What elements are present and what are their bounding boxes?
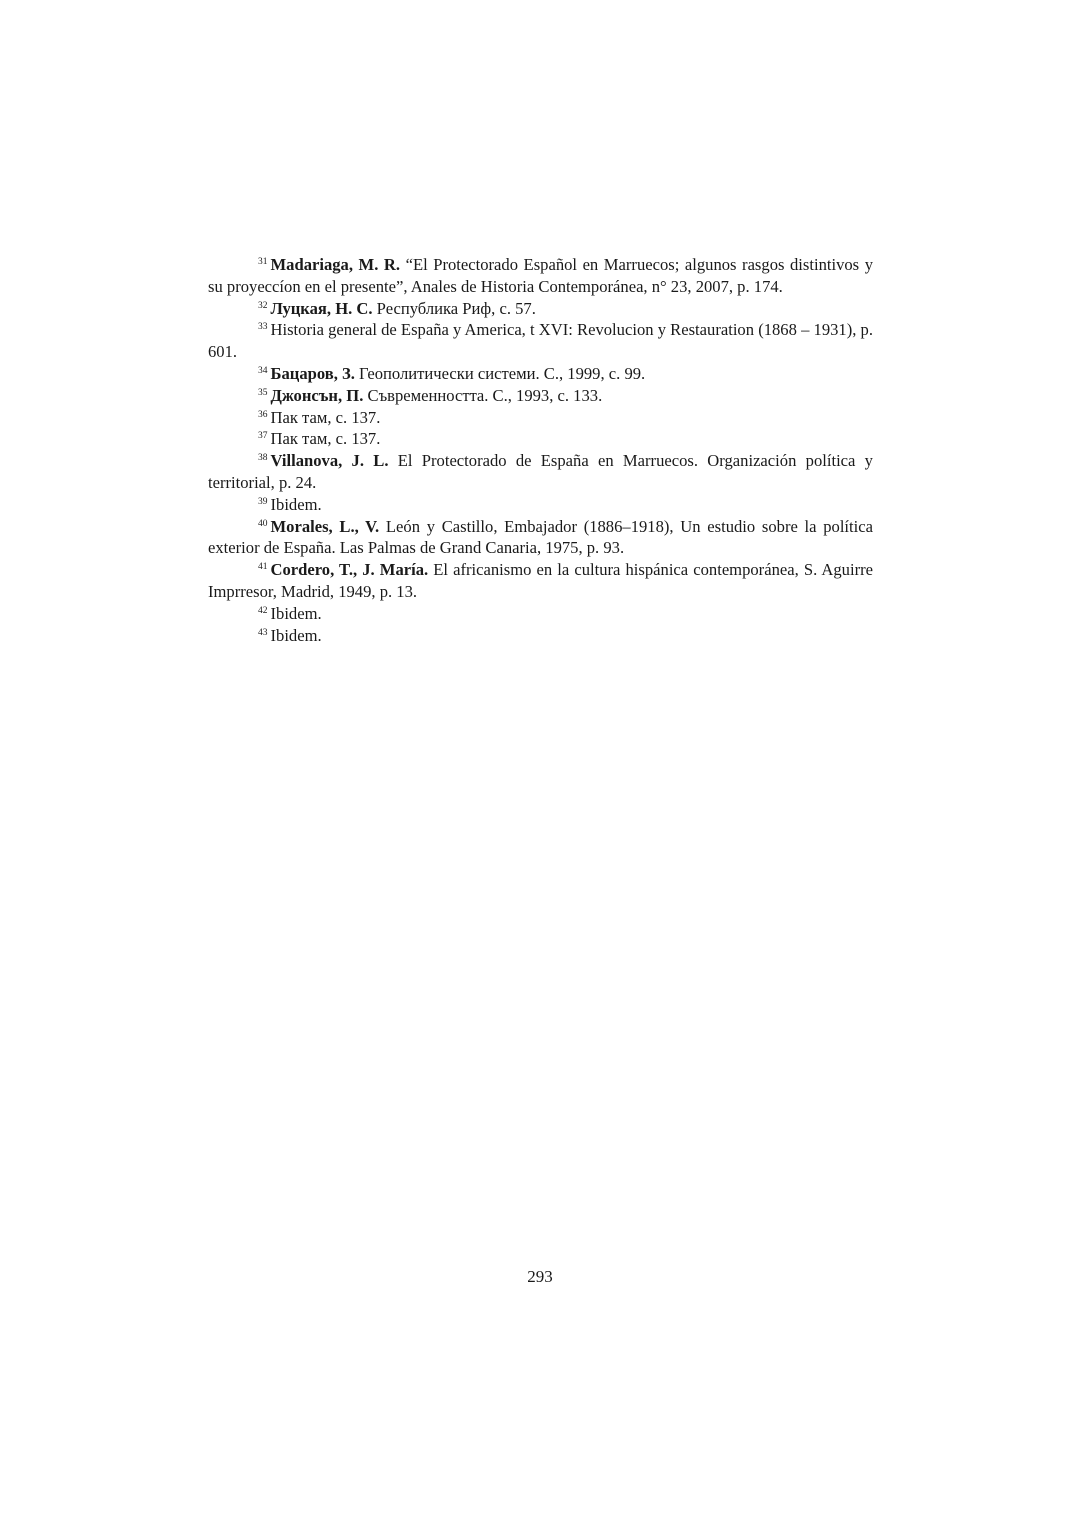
footnote-text: Пак там, с. 137. <box>270 429 381 449</box>
footnote-number: 39 <box>258 496 268 507</box>
footnote-number: 34 <box>258 365 268 376</box>
footnote-number: 31 <box>258 257 268 267</box>
footnote-number: 36 <box>258 409 268 420</box>
footnote-text: Ibidem. <box>270 603 322 623</box>
footnote-37 <box>208 428 873 450</box>
footnote-author: Бацаров, З. <box>270 363 355 383</box>
footnote-number: 33 <box>258 322 268 333</box>
footnote-number: 41 <box>258 562 268 573</box>
footnote-41 <box>208 559 873 603</box>
footnote-42 <box>208 603 873 625</box>
footnote-39 <box>208 494 873 516</box>
footnote-text: Ibidem. <box>270 625 322 645</box>
footnote-40 <box>208 516 873 560</box>
footnote-author: Morales, L., V. <box>270 516 380 536</box>
footnote-number: 43 <box>258 627 268 638</box>
footnote-33 <box>208 319 873 363</box>
footnote-text: Съвременносттa. С., 1993, с. 133. <box>363 385 603 405</box>
footnote-text: Геополитически системи. С., 1999, с. 99. <box>354 363 646 383</box>
footnote-text: El africanismo en la cultura hispánica contemporánea, S. Aguirre Imprresor, Madrid, 1949, p. 13. <box>208 560 873 601</box>
footnote-number: 42 <box>258 605 268 616</box>
footnote-32 <box>208 298 873 320</box>
footnote-36 <box>208 407 873 429</box>
footnote-text: León y Castillo, Embajador (1886–1918), Un estudio sobre la política exterior de España. Las Palmas de Grand Canaria, 1975, p. 93. <box>208 516 873 558</box>
footnote-author: Villanova, J. L. <box>270 451 389 471</box>
footnote-number: 40 <box>258 518 268 529</box>
footnote-text: Республика Риф, с. 57. <box>372 298 536 318</box>
footnote-35 <box>208 385 873 407</box>
footnote-number: 35 <box>258 387 268 398</box>
footnote-author: Madariaga, M. R. <box>270 255 401 274</box>
footnote-31 <box>208 254 873 298</box>
footnote-text: Ibidem. <box>270 494 322 514</box>
footnote-author: Луцкая, Н. С. <box>270 298 373 318</box>
footnote-38 <box>208 450 873 494</box>
footnote-number: 38 <box>258 453 268 464</box>
footnotes-block <box>208 254 873 646</box>
footnote-number: 37 <box>258 431 268 442</box>
footnote-number: 32 <box>258 300 268 311</box>
footnote-text: Historia general de España y America, t XVI: Revolucion y Restauration (1868 – 1931), p. 601. <box>208 320 873 362</box>
page-number: 293 <box>527 1267 553 1286</box>
footnote-author: Джонсън, П. <box>270 385 364 405</box>
footnote-author: Cordero, T., J. María. <box>270 560 429 580</box>
footnote-43 <box>208 625 873 647</box>
footnote-34 <box>208 363 873 385</box>
footnote-text: Пак там, с. 137. <box>270 407 381 427</box>
footnote-text: “El Protectorado Español en Marruecos; algunos rasgos distintivos y su proyeccíon en el presente”, Anales de Historia Contemporánea, n° 23, 2007, p. 174. <box>208 255 873 296</box>
footnote-text: El Protectorado de España en Marruecos. Organización política y territorial, p. 24. <box>208 451 873 492</box>
